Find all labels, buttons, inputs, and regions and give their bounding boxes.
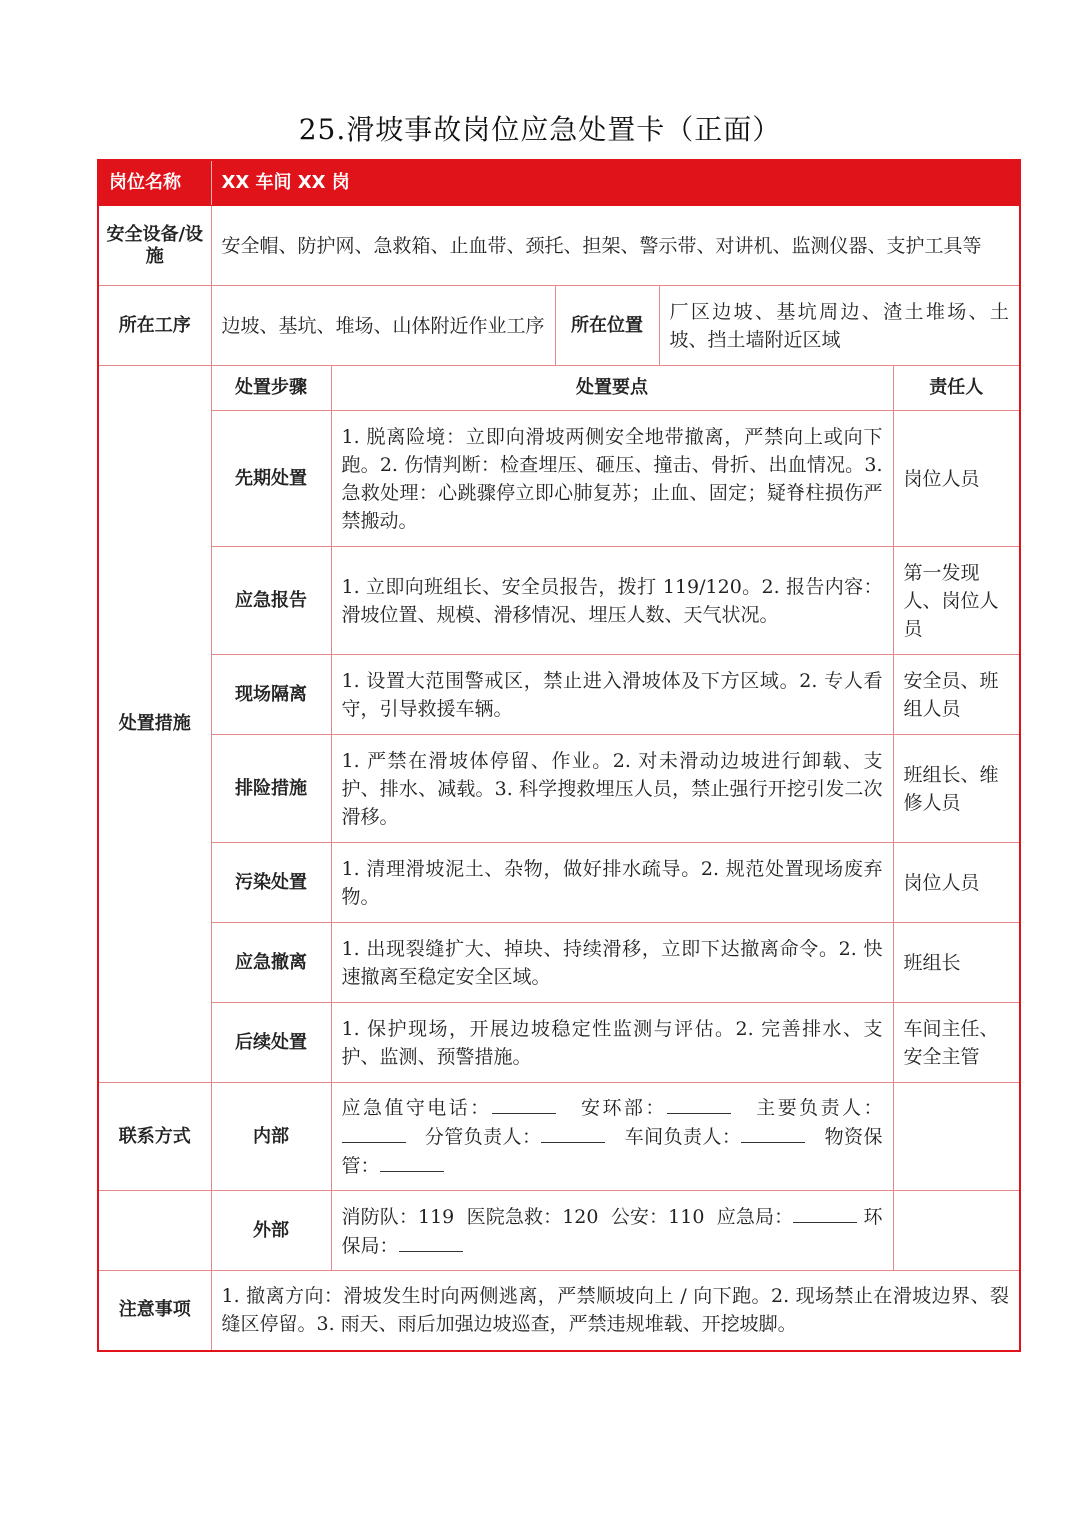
- deputy-leader-blank: [541, 1122, 605, 1143]
- table-row: [98, 547, 1020, 655]
- emergency-bureau-label: 应急局：: [716, 1205, 794, 1228]
- step-points: 1. 严禁在滑坡体停留、作业。2. 对未滑动边坡进行卸载、支护、排水、减载。3. 科学搜救埋压人员，禁止强行开挖引发二次滑移。: [331, 735, 893, 843]
- step-person: 班组长: [893, 923, 1020, 1003]
- step-name: 现场隔离: [211, 655, 331, 735]
- main-leader-blank: [342, 1122, 406, 1143]
- process-label: 所在工序: [98, 286, 211, 366]
- step-name: 后续处置: [211, 1003, 331, 1083]
- header-row: [98, 160, 1020, 206]
- measures-header-row: [98, 366, 1020, 411]
- process-value: 边坡、基坑、堆场、山体附近作业工序: [211, 286, 555, 366]
- materials-label: 物资保管：: [341, 1126, 883, 1177]
- step-person: 岗位人员: [893, 411, 1020, 547]
- step-name: 先期处置: [211, 411, 331, 547]
- location-label: 所在位置: [555, 286, 659, 366]
- table-row: [98, 1003, 1020, 1083]
- emergency-bureau-blank: [793, 1202, 857, 1223]
- equipment-value: 安全帽、防护网、急救箱、止血带、颈托、担架、警示带、对讲机、监测仪器、支护工具等: [211, 206, 1020, 286]
- post-name-value: XX 车间 XX 岗: [211, 160, 1020, 206]
- col-person-header: 责任人: [893, 366, 1020, 411]
- safety-dept-label: 安环部：: [581, 1097, 667, 1119]
- internal-contacts: [331, 1083, 893, 1191]
- table-row: [98, 923, 1020, 1003]
- step-person: 岗位人员: [893, 843, 1020, 923]
- step-points: 1. 立即向班组长、安全员报告，拨打 119/120。2. 报告内容：滑坡位置、规模、滑移情况、埋压人数、天气状况。: [331, 547, 893, 655]
- step-name: 污染处置: [211, 843, 331, 923]
- contact-internal-row: [98, 1083, 1020, 1191]
- duty-phone-blank: [492, 1093, 556, 1114]
- fire-contact: 消防队：119: [341, 1205, 455, 1228]
- step-person: 第一发现人、岗位人员: [893, 547, 1020, 655]
- notes-label: 注意事项: [98, 1271, 211, 1351]
- step-name: 排险措施: [211, 735, 331, 843]
- step-points: 1. 清理滑坡泥土、杂物，做好排水疏导。2. 规范处置现场废弃物。: [331, 843, 893, 923]
- env-bureau-label: 环保局：: [341, 1205, 883, 1257]
- materials-blank: [380, 1151, 444, 1172]
- hospital-contact: 医院急救：120: [466, 1205, 599, 1228]
- internal-label: 内部: [211, 1083, 331, 1191]
- step-name: 应急撤离: [211, 923, 331, 1003]
- equipment-label: 安全设备/设施: [98, 206, 211, 286]
- contact-label: 联系方式: [98, 1083, 211, 1191]
- external-person-cell: [893, 1191, 1020, 1271]
- table-row: [98, 411, 1020, 547]
- step-person: 班组长、维修人员: [893, 735, 1020, 843]
- emergency-card-table: [97, 159, 1021, 1352]
- workshop-leader-label: 车间负责人：: [624, 1126, 742, 1148]
- notes-value: 1. 撤离方向：滑坡发生时向两侧逃离，严禁顺坡向上 / 向下跑。2. 现场禁止在滑坡边界、裂缝区停留。3. 雨天、雨后加强边坡巡查，严禁违规堆载、开挖坡脚。: [211, 1271, 1020, 1351]
- external-label: 外部: [211, 1191, 331, 1271]
- table-row: [98, 735, 1020, 843]
- table-row: [98, 843, 1020, 923]
- step-points: 1. 出现裂缝扩大、掉块、持续滑移，立即下达撤离命令。2. 快速撤离至稳定安全区域。: [331, 923, 893, 1003]
- step-person: 车间主任、安全主管: [893, 1003, 1020, 1083]
- step-points: 1. 保护现场，开展边坡稳定性监测与评估。2. 完善排水、支护、监测、预警措施。: [331, 1003, 893, 1083]
- col-step-header: 处置步骤: [211, 366, 331, 411]
- notes-row: [98, 1271, 1020, 1351]
- safety-dept-blank: [667, 1093, 731, 1114]
- external-contacts: [331, 1191, 893, 1271]
- deputy-leader-label: 分管负责人：: [424, 1126, 542, 1148]
- equipment-row: [98, 206, 1020, 286]
- step-points: 1. 脱离险境：立即向滑坡两侧安全地带撤离，严禁向上或向下跑。2. 伤情判断：检查埋压、砸压、撞击、骨折、出血情况。3. 急救处理：心跳骤停立即心肺复苏；止血、固定；疑脊柱损伤严禁搬动。: [331, 411, 893, 547]
- internal-person-cell: [893, 1083, 1020, 1191]
- main-leader-label: 主要负责人：: [756, 1097, 883, 1119]
- contact-external-row: [98, 1191, 1020, 1271]
- table-row: [98, 655, 1020, 735]
- workshop-leader-blank: [741, 1122, 805, 1143]
- location-value: 厂区边坡、基坑周边、渣土堆场、土坡、挡土墙附近区域: [659, 286, 1020, 366]
- contact-label-empty: [98, 1191, 211, 1271]
- card-title: 25.滑坡事故岗位应急处置卡（正面）: [298, 113, 782, 146]
- process-row: [98, 286, 1020, 366]
- step-person: 安全员、班组人员: [893, 655, 1020, 735]
- duty-phone-label: 应急值守电话：: [341, 1097, 492, 1119]
- post-name-label: 岗位名称: [98, 160, 211, 206]
- police-contact: 公安：110: [610, 1205, 705, 1228]
- col-points-header: 处置要点: [331, 366, 893, 411]
- measures-label: 处置措施: [98, 366, 211, 1083]
- env-bureau-blank: [399, 1231, 463, 1252]
- step-name: 应急报告: [211, 547, 331, 655]
- step-points: 1. 设置大范围警戒区，禁止进入滑坡体及下方区域。2. 专人看守，引导救援车辆。: [331, 655, 893, 735]
